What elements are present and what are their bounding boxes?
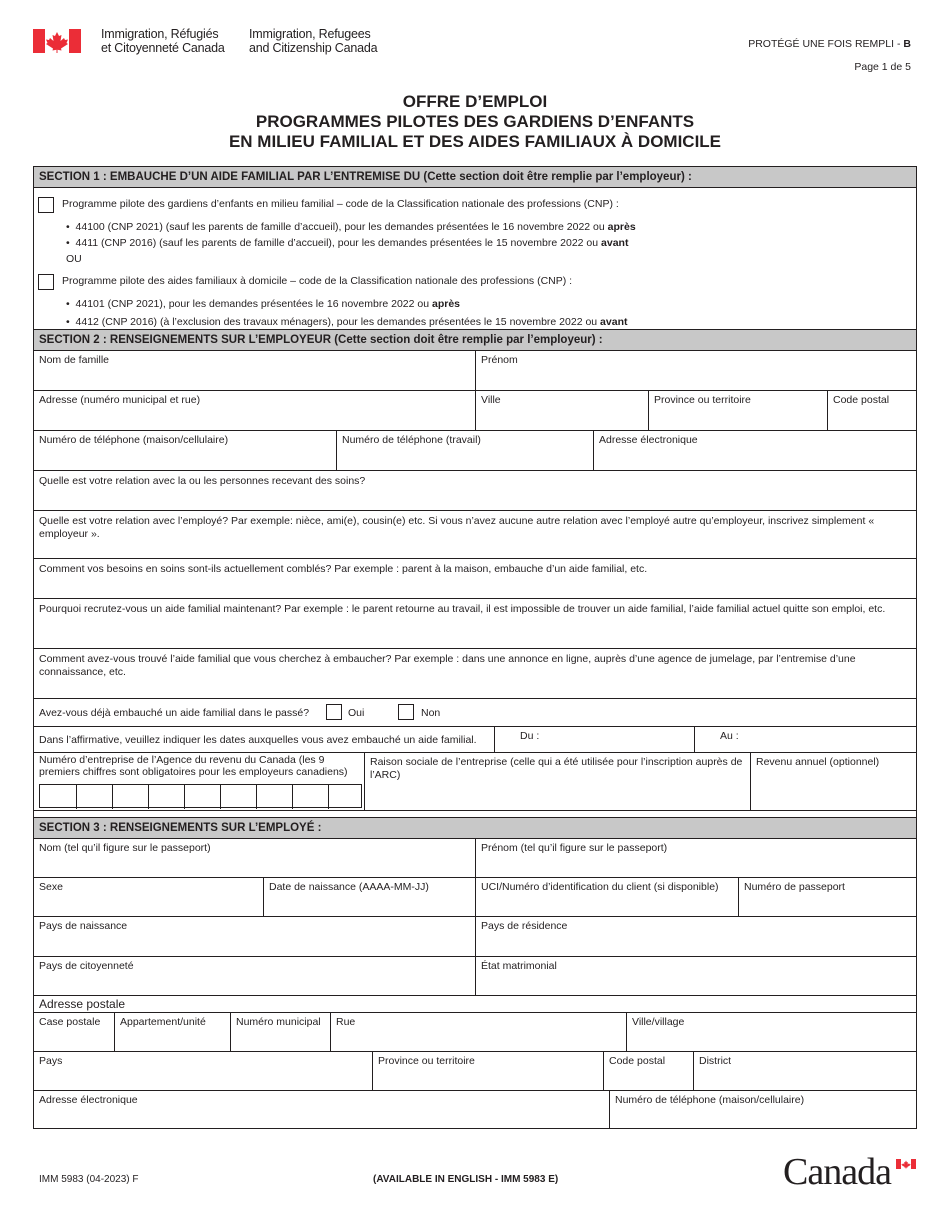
bullet-4412-bold: avant	[600, 316, 628, 328]
hired-dates-label: Dans l’affirmative, veuillez indiquer les dates auxquelles vous avez embauché un aide familial.	[34, 727, 494, 753]
from-label: Du :	[520, 730, 540, 742]
employer-address-field[interactable]: Adresse (numéro municipal et rue)	[34, 391, 475, 431]
department-name-en	[249, 27, 377, 55]
marital-status-field[interactable]: État matrimonial	[475, 957, 916, 996]
canada-flag-icon	[33, 29, 81, 53]
relation-care-recipients-field[interactable]: Quelle est votre relation avec la ou les personnes recevant des soins?	[34, 471, 916, 511]
title-line1: OFFRE D’EMPLOI	[402, 92, 548, 111]
employer-postal-code-field[interactable]: Code postal	[827, 391, 916, 431]
cra-digit-box[interactable]	[292, 785, 328, 809]
business-legal-name-field[interactable]: Raison sociale de l’entreprise (celle qui a été utilisée pour l’inscription auprès de l’ARC)	[364, 753, 750, 811]
cra-digit-box[interactable]	[148, 785, 184, 809]
relation-employee-field[interactable]: Quelle est votre relation avec l’employé? Par exemple: nièce, ami(e), cousin(e) etc. Si vous n’avez aucune autre relation avec l’employé autre qu’employeur, inscrivez simplement « employeur ».	[34, 511, 916, 559]
cra-digit-box[interactable]	[40, 785, 76, 809]
street-field[interactable]: Rue	[330, 1012, 626, 1052]
section-gap	[34, 811, 916, 817]
wordmark-flag-icon	[896, 1159, 916, 1169]
bullet-4412: • 4412 (CNP 2016) (à l’exclusion des travaux ménagers), pour les demandes présentées le 15 novembre 2022 ou avant	[66, 316, 628, 328]
citizenship-country-field[interactable]: Pays de citoyenneté	[34, 957, 475, 996]
cra-digit-box[interactable]	[220, 785, 256, 809]
recruitment-reason-field[interactable]: Pourquoi recrutez-vous un aide familial maintenant? Par exemple : le parent retourne au travail, il est impossible de trouver un aide familial, l’aide familial actuel quitte son emploi, etc.	[34, 599, 916, 649]
employer-last-name-field[interactable]: Nom de famille	[34, 351, 475, 391]
section3-heading: SECTION 3 : RENSEIGNEMENTS SUR L’EMPLOYÉ :	[34, 817, 916, 839]
title-line3: EN MILIEU FAMILIAL ET DES AIDES FAMILIAUX À DOMICILE	[228, 132, 722, 151]
cra-digit-box[interactable]	[76, 785, 112, 809]
protected-level: B	[903, 38, 911, 50]
english-availability-note: (AVAILABLE IN ENGLISH - IMM 5983 E)	[373, 1174, 559, 1185]
form-body	[33, 166, 917, 1129]
section2-heading: SECTION 2 : RENSEIGNEMENTS SUR L’EMPLOYEUR (Cette section doit être remplie par l’employeur) :	[34, 330, 916, 351]
employee-email-field[interactable]: Adresse électronique	[39, 1094, 138, 1106]
program-childcare-label: Programme pilote des gardiens d’enfants en milieu familial – code de la Classification nationale des professions (CNP) :	[62, 198, 619, 210]
cra-digit-box[interactable]	[328, 785, 361, 809]
province-field[interactable]: Province ou territoire	[372, 1052, 603, 1091]
annual-revenue-field[interactable]: Revenu annuel (optionnel)	[750, 753, 916, 811]
employee-last-name-field[interactable]: Nom (tel qu’il figure sur le passeport)	[34, 839, 475, 878]
yes-label: Oui	[348, 707, 365, 719]
bullet-44100-text: 44100 (CNP 2021) (sauf les parents de famille d’accueil), pour les demandes présentées le 16 novembre 2022 ou	[75, 221, 608, 233]
employer-home-phone-field[interactable]: Numéro de téléphone (maison/cellulaire)	[34, 431, 336, 471]
apartment-field[interactable]: Appartement/unité	[114, 1012, 230, 1052]
bullet-44101: • 44101 (CNP 2021), pour les demandes présentées le 16 novembre 2022 ou après	[66, 298, 461, 310]
bullet-4411-text: 4411 (CNP 2016) (sauf les parents de famille d’accueil), pour les demandes présentées le 15 novembre 2022 ou	[75, 237, 602, 249]
cra-business-number-label: Numéro d’entreprise de l’Agence du revenu du Canada (les 9 premiers chiffres sont obligatoires pour les employeurs canadiens)	[39, 754, 348, 778]
hired-before-no-checkbox[interactable]	[398, 704, 414, 720]
employer-first-name-field[interactable]: Prénom	[475, 351, 916, 391]
mailing-address-label: Adresse postale	[39, 997, 126, 1011]
hired-before-yes-checkbox[interactable]	[326, 704, 342, 720]
program-childcare-checkbox[interactable]	[38, 197, 54, 213]
hired-from-field[interactable]	[494, 727, 694, 753]
dept-en-line1: Immigration, Refugees	[249, 27, 371, 41]
cra-business-number-field	[34, 753, 364, 811]
cra-digit-box[interactable]	[112, 785, 148, 809]
bullet-44101-bold: après	[431, 298, 461, 310]
hired-before-row	[34, 699, 916, 727]
section1-heading: SECTION 1 : EMBAUCHE D’UN AIDE FAMILIAL PAR L’ENTREMISE DU (Cette section doit être remplie par l’employeur) :	[34, 167, 916, 188]
employee-phone-field[interactable]: Numéro de téléphone (maison/cellulaire)	[609, 1091, 916, 1128]
canada-wordmark: Canada	[783, 1151, 891, 1193]
employee-passport-field[interactable]: Numéro de passeport	[738, 878, 916, 917]
bullet-4411-bold: avant	[601, 237, 629, 249]
protected-label	[748, 38, 911, 50]
hired-before-label: Avez-vous déjà embauché un aide familial dans le passé?	[39, 707, 310, 719]
dept-fr-line1: Immigration, Réfugiés	[101, 27, 219, 41]
employer-province-field[interactable]: Province ou territoire	[648, 391, 827, 431]
dept-fr-line2: et Citoyenneté Canada	[101, 41, 225, 55]
hired-to-field[interactable]	[694, 727, 916, 753]
employer-email-field[interactable]: Adresse électronique	[593, 431, 916, 471]
department-name-fr	[101, 27, 225, 55]
bullet-4412-text: 4412 (CNP 2016) (à l’exclusion des travaux ménagers), pour les demandes présentées le 15 novembre 2022 ou	[75, 316, 601, 328]
current-care-needs-field[interactable]: Comment vos besoins en soins sont-ils actuellement comblés? Par exemple : parent à la maison, embauche d’un aide familial, etc.	[34, 559, 916, 599]
to-label: Au :	[720, 730, 739, 742]
district-field[interactable]: District	[693, 1052, 916, 1091]
po-box-field[interactable]: Case postale	[34, 1012, 114, 1052]
country-field[interactable]: Pays	[34, 1052, 372, 1091]
program-homesupport-checkbox[interactable]	[38, 274, 54, 290]
employer-work-phone-field[interactable]: Numéro de téléphone (travail)	[336, 431, 593, 471]
form-identifier: IMM 5983 (04-2023) F	[39, 1174, 139, 1185]
residence-country-field[interactable]: Pays de résidence	[475, 917, 916, 957]
employee-dob-field[interactable]: Date de naissance (AAAA-MM-JJ)	[263, 878, 475, 917]
employer-city-field[interactable]: Ville	[475, 391, 648, 431]
employee-sex-field[interactable]: Sexe	[34, 878, 263, 917]
employee-first-name-field[interactable]: Prénom (tel qu’il figure sur le passeport)	[475, 839, 916, 878]
how-found-caregiver-field[interactable]: Comment avez-vous trouvé l’aide familial que vous cherchez à embaucher? Par exemple : dans une annonce en ligne, auprès d’une agence de jumelage, par l’entremise d’une connaissance, etc.	[34, 649, 916, 699]
or-label: OU	[66, 253, 82, 265]
birth-country-field[interactable]: Pays de naissance	[34, 917, 475, 957]
bullet-4411: • 4411 (CNP 2016) (sauf les parents de famille d’accueil), pour les demandes présentées le 15 novembre 2022 ou avant	[66, 237, 629, 249]
dept-en-line2: and Citizenship Canada	[249, 41, 378, 55]
bullet-44101-text: 44101 (CNP 2021), pour les demandes présentées le 16 novembre 2022 ou	[75, 298, 432, 310]
cra-digit-box[interactable]	[184, 785, 220, 809]
street-number-field[interactable]: Numéro municipal	[230, 1012, 330, 1052]
page-number: Page 1 de 5	[854, 61, 911, 73]
bullet-44100-bold: après	[607, 221, 636, 233]
employee-uci-field[interactable]: UCI/Numéro d’identification du client (si disponible)	[475, 878, 738, 917]
no-label: Non	[421, 707, 441, 719]
city-village-field[interactable]: Ville/village	[626, 1012, 916, 1052]
program-homesupport-label: Programme pilote des aides familiaux à domicile – code de la Classification nationale des professions (CNP) :	[62, 275, 573, 287]
protected-prefix: PROTÉGÉ UNE FOIS REMPLI -	[748, 38, 904, 50]
postal-code-field[interactable]: Code postal	[603, 1052, 693, 1091]
cra-digit-boxes[interactable]	[39, 784, 362, 808]
form-title	[0, 92, 950, 152]
bullet-44100: • 44100 (CNP 2021) (sauf les parents de famille d’accueil), pour les demandes présentées le 16 novembre 2022 ou après	[66, 221, 636, 233]
cra-digit-box[interactable]	[256, 785, 292, 809]
section1-body	[34, 188, 916, 330]
title-line2: PROGRAMMES PILOTES DES GARDIENS D’ENFANTS	[255, 112, 695, 131]
